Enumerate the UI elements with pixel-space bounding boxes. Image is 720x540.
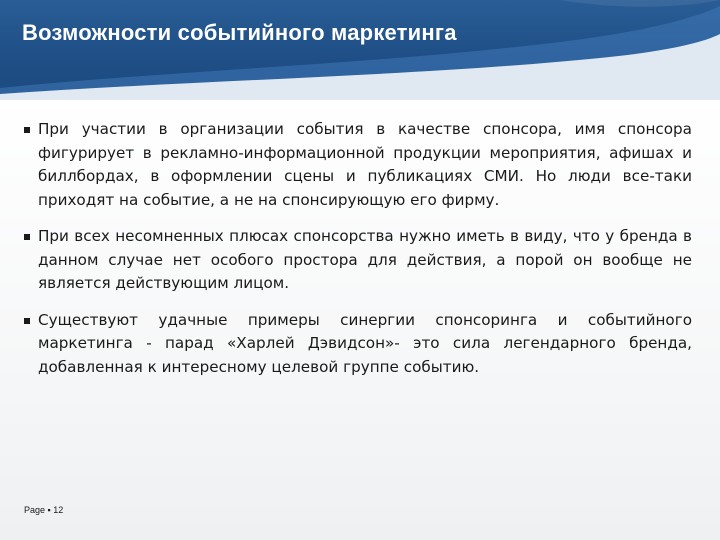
bullet-list: [24, 118, 692, 392]
bullet-item: [24, 118, 692, 212]
header-wave-decoration: [0, 0, 720, 100]
bullet-text: Существуют удачные примеры синергии спонсоринга и событийного маркетинга - парад «Харлей Дэвидсон»- это сила легендарного бренда, добавленная к интересному целевой группе событию.: [38, 310, 692, 376]
bullet-item: [24, 309, 692, 380]
square-bullet-icon: [24, 234, 30, 240]
square-bullet-icon: [24, 318, 30, 324]
page-number: Page ▪ 12: [24, 505, 64, 515]
slide-title: Возможности событийного маркетинга: [22, 20, 457, 45]
bullet-item: [24, 225, 692, 296]
square-bullet-icon: [24, 127, 30, 133]
bullet-text: При всех несомненных плюсах спонсорства нужно иметь в виду, что у бренда в данном случае нет особого простора для действия, а порой он вообще не является действующим лицом.: [38, 227, 692, 292]
bullet-text: При участии в организации события в качестве спонсора, имя спонсора фигурирует в рекламно-информационной продукции мероприятия, афишах и биллбордах, в оформлении сцены и публикациях СМИ. Но люди все-таки приходят на событие, а не на спонсирующую его фирму.: [38, 120, 692, 209]
slide-header: [0, 0, 720, 100]
